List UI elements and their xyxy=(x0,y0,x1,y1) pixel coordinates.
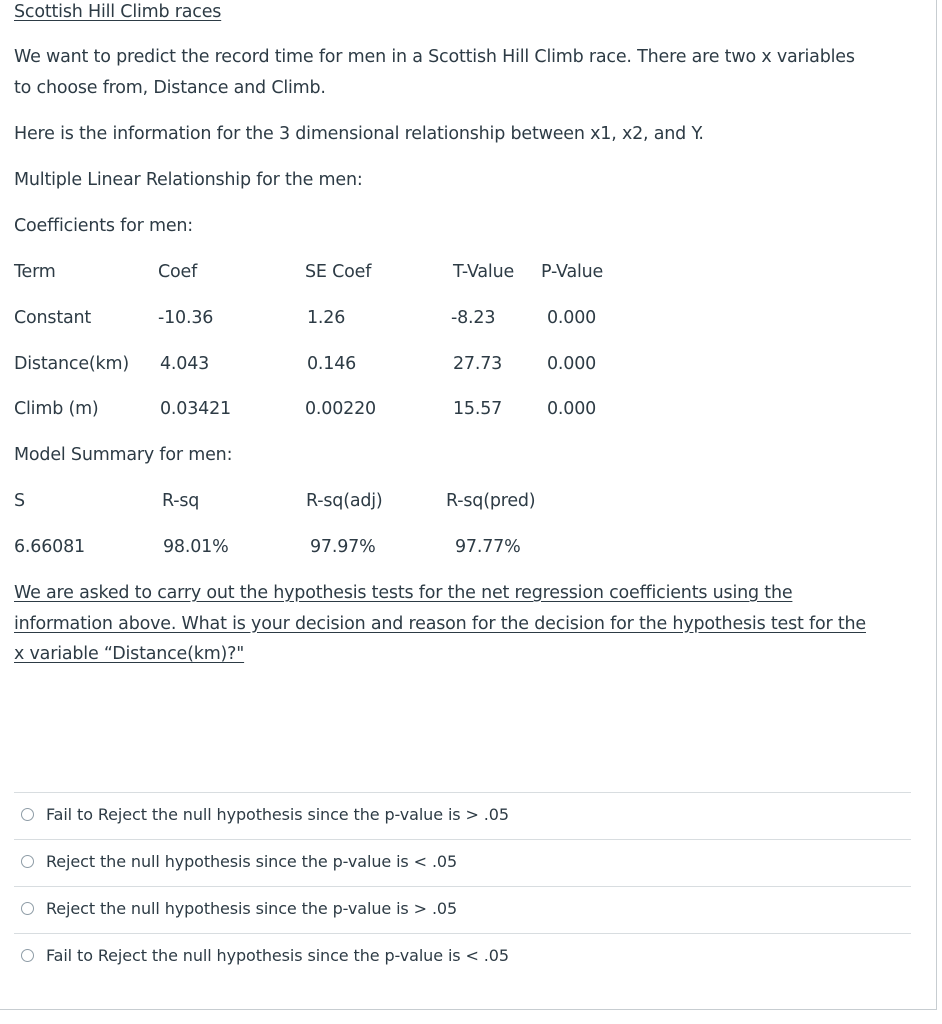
radio-button[interactable] xyxy=(21,855,34,868)
coefficients-heading: Coefficients for men: xyxy=(14,216,193,236)
radio-button[interactable] xyxy=(21,808,34,821)
coef-row-constant-term: Constant xyxy=(14,308,92,328)
coef-row-constant-se: 1.26 xyxy=(307,308,346,328)
coef-header-se-coef: SE Coef xyxy=(305,262,372,282)
coef-row-distance-term: Distance(km) xyxy=(14,354,129,374)
info-text: Here is the information for the 3 dimensional relationship between x1, x2, and Y. xyxy=(14,124,704,144)
answer-options xyxy=(14,792,911,980)
coef-row-climb-t: 15.57 xyxy=(453,399,503,419)
coef-header-term: Term xyxy=(14,262,56,282)
radio-button[interactable] xyxy=(21,902,34,915)
answer-option-label[interactable]: Fail to Reject the null hypothesis since the p-value is > .05 xyxy=(46,805,509,824)
question-line-3: x variable “Distance(km)?" xyxy=(14,644,245,664)
summary-header-s: S xyxy=(14,491,25,511)
coef-row-distance-p: 0.000 xyxy=(547,354,597,374)
question-line-1: We are asked to carry out the hypothesis tests for the net regression coefficients using the xyxy=(14,583,793,603)
coef-row-climb-p: 0.000 xyxy=(547,399,597,419)
coef-row-distance-se: 0.146 xyxy=(307,354,357,374)
question-line-2: information above. What is your decision and reason for the decision for the hypothesis test for the xyxy=(14,613,866,634)
answer-option-label[interactable]: Reject the null hypothesis since the p-value is > .05 xyxy=(46,899,458,918)
page-title: Scottish Hill Climb races xyxy=(14,2,222,22)
question-prompt xyxy=(14,578,919,670)
coef-header-p-value: P-Value xyxy=(541,262,604,282)
answer-option-label[interactable]: Reject the null hypothesis since the p-value is < .05 xyxy=(46,852,458,871)
summary-header-rsq: R-sq xyxy=(162,491,200,511)
model-summary-heading: Model Summary for men: xyxy=(14,445,233,465)
coef-row-distance-t: 27.73 xyxy=(453,354,503,374)
answer-option[interactable] xyxy=(14,839,911,886)
summary-value-s: 6.66081 xyxy=(14,537,85,557)
answer-option[interactable] xyxy=(14,792,911,839)
summary-header-rsq-pred: R-sq(pred) xyxy=(446,491,536,511)
summary-header-rsq-adj: R-sq(adj) xyxy=(306,491,383,511)
intro-paragraph xyxy=(14,42,919,103)
mlr-heading: Multiple Linear Relationship for the men: xyxy=(14,170,363,190)
coef-header-t-value: T-Value xyxy=(453,262,515,282)
summary-value-rsq-pred: 97.77% xyxy=(455,537,521,557)
intro-line-1: We want to predict the record time for men in a Scottish Hill Climb race. There are two x variables xyxy=(14,47,855,67)
coef-row-constant-coef: -10.36 xyxy=(158,308,214,328)
answer-option[interactable] xyxy=(14,886,911,933)
intro-line-2: to choose from, Distance and Climb. xyxy=(14,77,326,98)
coef-row-constant-p: 0.000 xyxy=(547,308,597,328)
coef-row-climb-term: Climb (m) xyxy=(14,399,99,419)
answer-option[interactable] xyxy=(14,933,911,980)
answer-option-label[interactable]: Fail to Reject the null hypothesis since the p-value is < .05 xyxy=(46,946,509,965)
radio-button[interactable] xyxy=(21,949,34,962)
summary-value-rsq: 98.01% xyxy=(163,537,229,557)
summary-value-rsq-adj: 97.97% xyxy=(310,537,376,557)
coef-row-constant-t: -8.23 xyxy=(451,308,496,328)
coef-row-climb-se: 0.00220 xyxy=(305,399,376,419)
coef-row-distance-coef: 4.043 xyxy=(160,354,210,374)
coef-row-climb-coef: 0.03421 xyxy=(160,399,231,419)
coef-header-coef: Coef xyxy=(158,262,198,282)
